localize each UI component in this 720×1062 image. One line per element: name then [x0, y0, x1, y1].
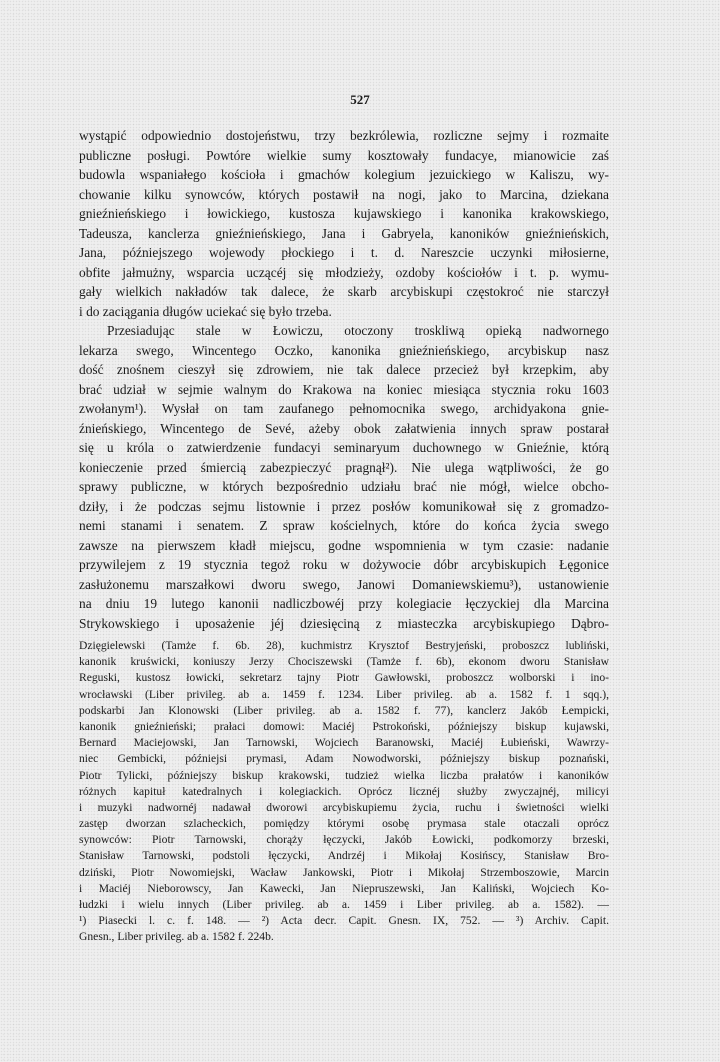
text-line: brać udział w sejmie walnym do Krakowa na koniec miesiąca stycznia roku 1603 [79, 381, 609, 397]
footnote-line: Gnesn., Liber privileg. ab a. 1582 f. 224b. [79, 930, 274, 944]
footnote-line: Dzięgielewski (Tamże f. 6b. 28), kuchmistrz Krysztof Bestryjeński, proboszcz lubliński, [79, 639, 609, 652]
text-line: dość znośnem cieszył się zdrowiem, nie tak dalece przecież był krzepkim, aby [79, 362, 609, 377]
text-line: źnieńskiego, Wincentego de Sevé, ażeby obok załatwienia innych spraw postarał [79, 420, 609, 436]
text-line: Jana, późniejszego wojewody płockiego i t. d. Nareszcie uczynki miłosierne, [79, 245, 609, 260]
text-line: lekarza swego, Wincentego Oczko, kanonika gnieźnieńskiego, arcybiskup nasz [79, 342, 609, 358]
text-line: obfite jałmużny, wsparcia uczącéj się młodzieży, ozdoby kościołów i t. p. wymu- [79, 264, 609, 280]
footnote-line: wrocławski (Liber privileg. ab a. 1459 f. 1234. Liber privileg. ab a. 1582 f. 1 sqq.), [79, 687, 609, 701]
footnote-line: i muzyki nadwornéj nadawał dworowi arcybiskupiemu życia, ruchu i świetności wielki [79, 800, 609, 814]
text-line: przywilejem z 19 stycznia tegoż roku w dożywocie dóbr arcybiskupich Łęgonice [79, 557, 609, 572]
text-line: Strykowskiego i uposażenie jéj dziesięciną z miasteczka arcybiskupiego Dąbro- [79, 615, 609, 631]
text-line: sprawy publiczne, w których bezpośrednio udziału brać nie mógł, wielce obcho- [79, 479, 609, 494]
text-line: dziły, i że podczas sejmu listownie i przez posłów komunikował się z gromadzo- [79, 498, 609, 514]
text-line: i do zaciągania długów uciekać się było trzeba. [79, 303, 332, 319]
footnote-line: Reguski, kustosz łowicki, sekretarz tajny Piotr Gawłowski, proboszcz wolborski i ino- [79, 671, 609, 685]
text-line: konieczenie przed śmiercią zabezpieczyć pragnął²). Nie ulega wątpliwości, że go [79, 459, 609, 475]
page-number: 527 [350, 92, 370, 107]
footnote-line: zastęp dworzan szlacheckich, pomiędzy którymi osobę prymasa stale otaczali oprócz [79, 817, 609, 831]
footnote-line: synowców: Piotr Tarnowski, chorąży łęczycki, Jakób Łowicki, podkomorzy brzeski, [79, 833, 609, 847]
footnote-line: podskarbi Jan Klonowski (Liber privileg. ab a. 1582 f. 77), kanclerz Jakób Łempicki, [79, 703, 609, 717]
text-line: zwołanym¹). Wysłał on tam zaufanego pełnomocnika swego, archidyakona gnie- [79, 401, 609, 416]
footnote-line: Bernard Maciejowski, Jan Tarnowski, Wojciech Baranowski, Maciéj Łubieński, Wawrzy- [79, 736, 609, 750]
text-line: zasłużonemu marszałkowi dworu swego, Janowi Domaniewskiemu³), ustanowienie [79, 576, 609, 592]
footnote-line: różnych kapituł katedralnych i kolegiackich. Oprócz licznéj służby zwyczajnéj, milicyi [79, 784, 609, 798]
footnote-line: kanonik kruświcki, koniuszy Jerzy Chociszewski (Tamże f. 6b), ekonom dworu Stanisław [79, 655, 609, 669]
text-line: Tadeusza, kanclerza gnieźnieńskiego, Jana i Gabryela, kanoników gnieźnieńskich, [79, 225, 609, 241]
footnotes [79, 638, 609, 946]
footnote-line: kanonik gnieźnieński; prałaci domowi: Maciéj Pstrokoński, późniejszy biskup kujawski, [79, 719, 609, 733]
footnote-line: dziński, Piotr Nowomiejski, Wacław Jankowski, Piotr i Mikołaj Strzemboszowie, Marcin [79, 865, 609, 879]
text-line: nemi stanami i senatem. Z spraw kościelnych, które do końca życia swego [79, 518, 609, 533]
text-line: chowanie kilku synowców, których postawił na nogi, jako to Marcina, dziekana [79, 186, 609, 202]
footnote-line: i Maciéj Nieborowscy, Jan Kawecki, Jan Niepruszewski, Jan Kaliński, Wojciech Ko- [79, 881, 609, 895]
footnote-line: Stanisław Tarnowski, podstoli łęczycki, Andrzéj i Mikołaj Kosińscy, Stanisław Bro- [79, 849, 609, 863]
text-line: zawsze na pierwszem kładł miejscu, godne wspomnienia w tym czasie: nadanie [79, 537, 609, 553]
text-line: się u króla o zatwierdzenie fundacyi seminaryum duchownego w Gnieźnie, którą [79, 440, 609, 455]
text-line: gnieźnieńskiego i łowickiego, kustosza kujawskiego i kanonika krakowskiego, [79, 206, 609, 221]
text-line: budowla wspaniałego kościoła i gmachów kolegium jezuickiego w Kaliszu, wy- [79, 167, 609, 182]
text-line: na dniu 19 lutego kanonii nadliczbowéj przy kolegiacie łęczyckiej dla Marcina [79, 596, 609, 611]
text-line: wystąpić odpowiednio dostojeństwu, trzy bezkrólewia, rozliczne sejmy i rozmaite [79, 128, 609, 143]
text-line: gały wielkich nakładów tak dalece, że skarb arcybiskupi częstokroć nie starczył [79, 284, 609, 299]
footnote-line: Piotr Tylicki, późniejszy biskup krakowski, tudzież wielka liczba prałatów i kanoników [79, 768, 609, 782]
paragraph-start-line: Przesiadując stale w Łowiczu, otoczony troskliwą opieką nadwornego [107, 323, 609, 338]
footnote-line: niec Gembicki, późniejsi prymasi, Adam Nowodworski, późniejszy biskup poznański, [79, 752, 609, 766]
footnote-line: ¹) Piasecki l. c. f. 148. — ²) Acta decr. Capit. Gnesn. IX, 752. — ³) Archiv. Capit. [79, 914, 609, 928]
text-line: publiczne posługi. Powtóre wielkie sumy kosztowały fundacye, mianowicie zaś [79, 147, 609, 163]
main-text [79, 126, 609, 633]
footnote-line: łudzki i wielu innych (Liber privileg. ab a. 1459 i Liber privileg. ab a. 1582). — [79, 898, 609, 911]
